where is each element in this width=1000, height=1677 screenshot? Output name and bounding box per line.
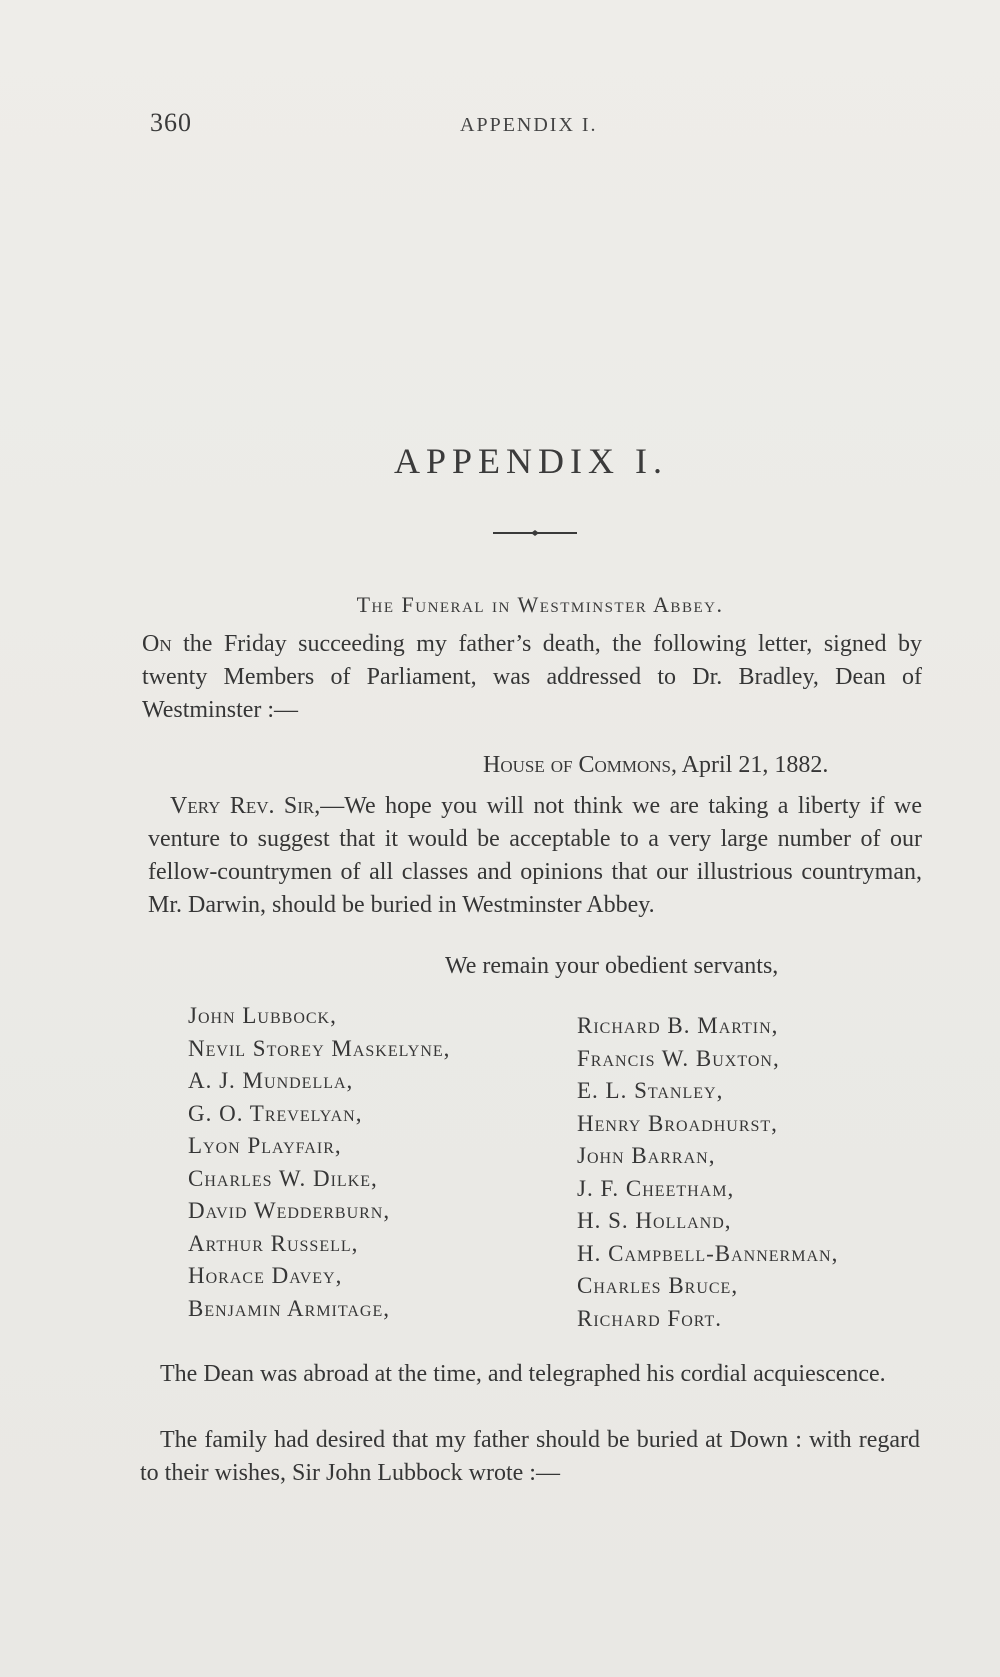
letter-salutation: Very Rev. Sir, [170,793,321,819]
signatory-name: Richard Fort. [577,1305,723,1331]
signatory-name: J. F. Cheetham, [577,1175,735,1201]
signatory-name: David Wedderburn, [188,1198,391,1223]
letter-date: April 21, 1882. [676,752,829,778]
signatory-name: John Barran, [577,1143,716,1168]
signatory-name: Henry Broadhurst, [577,1110,778,1136]
letter-sender: House of Commons, [483,752,677,778]
signatory-name: H. Campbell-Bannerman, [577,1240,839,1266]
signatory-name: A. J. Mundella, [188,1068,354,1093]
signatories-right-column [577,1010,838,1335]
signatory-name: Richard B. Martin, [577,1013,779,1038]
letter-text: —We hope you will not think we are taking a liberty if we venture to suggest that it would be acceptable to a very large number of our fellow-countrymen of all classes and opinions that our illustrious countryman, Mr. Darwin, should be buried in Westminster Abbey. [148,793,922,918]
signatory-name: Francis W. Buxton, [577,1045,780,1071]
signatory-name: Benjamin Armitage, [188,1295,391,1321]
signatory-name: Nevil Storey Maskelyne, [188,1035,451,1061]
intro-text: the Friday succeeding my father’s death, the following letter, signed by twenty Members of Parliament, was addressed to Dr. Bradley, Dean of Westminster :— [142,631,922,723]
signatory-name: E. L. Stanley, [577,1078,724,1103]
signatory-name: Lyon Playfair, [188,1133,342,1158]
signatory-name: G. O. Trevelyan, [188,1100,363,1126]
letter-dateline [483,752,828,779]
dean-paragraph: The Dean was abroad at the time, and telegraphed his cordial acquiescence. [160,1361,886,1387]
section-title: The Funeral in Westminster Abbey. [356,592,724,617]
intro-paragraph [142,628,922,727]
running-head: APPENDIX I. [460,114,598,136]
intro-lead: On [142,631,172,657]
letter-body [148,790,922,922]
letter-closing: We remain your obedient servants, [445,953,779,979]
family-paragraph: The family had desired that my father should be buried at Down : with regard to their wishes, Sir John Lubbock wrote :— [140,1427,920,1486]
signatory-name: John Lubbock, [188,1003,337,1028]
signatories-left-column [188,1000,450,1325]
signatory-name: H. S. Holland, [577,1208,732,1233]
signatory-name: Horace Davey, [188,1263,343,1288]
signatory-name: Charles W. Dilke, [188,1165,378,1191]
page-number: 360 [150,108,192,137]
chapter-title: APPENDIX I. [393,441,668,481]
ornament-divider [493,530,577,536]
signatory-name: Charles Bruce, [577,1273,739,1298]
signatory-name: Arthur Russell, [188,1230,359,1256]
